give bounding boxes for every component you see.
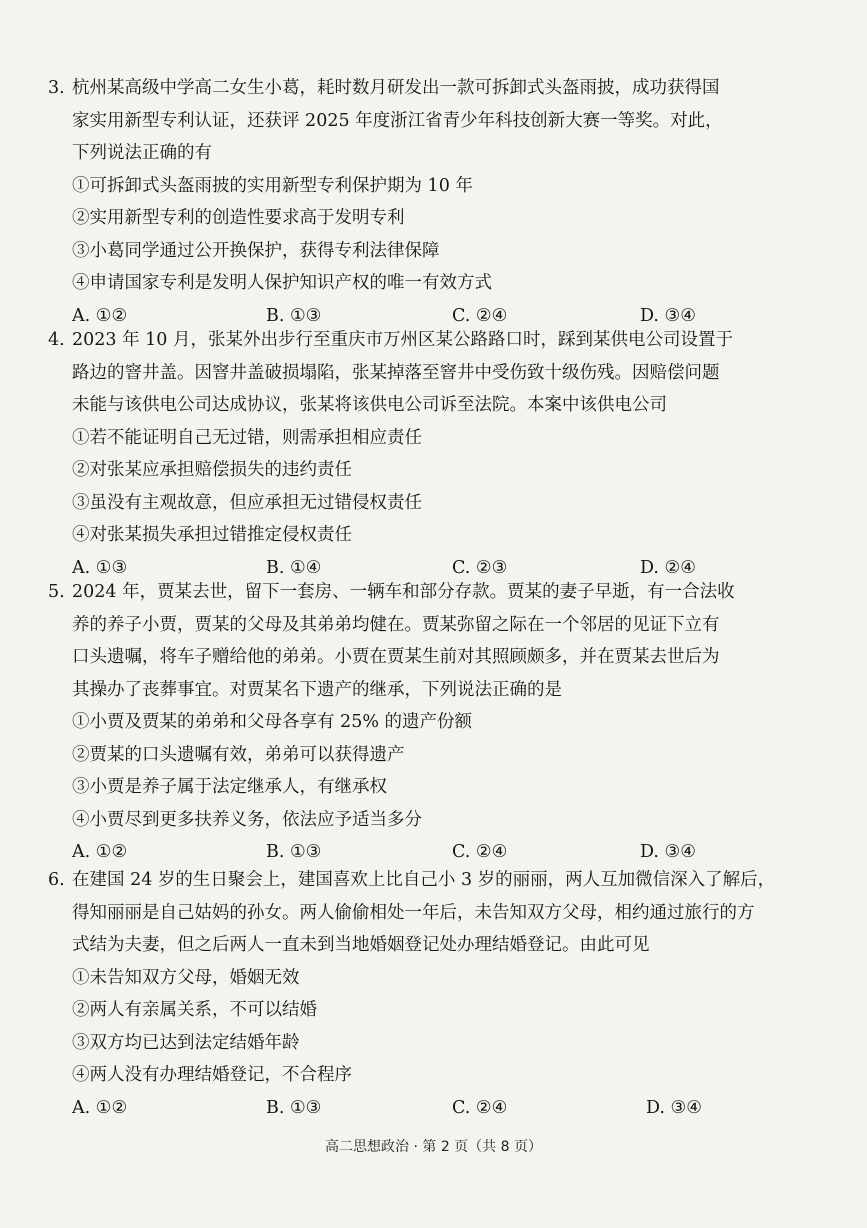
question-stem-line: 口头遗嘱，将车子赠给他的弟弟。小贾在贾某生前对其照顾颇多，并在贾某去世后为 bbox=[72, 647, 720, 667]
option-b[interactable]: B. ①④ bbox=[266, 557, 322, 578]
question-stem-line: 家实用新型专利认证，还获评 2025 年度浙江省青少年科技创新大赛一等奖。对此， bbox=[72, 110, 723, 131]
statement-3: ③小葛同学通过公开换保护，获得专利法律保障 bbox=[72, 240, 440, 261]
option-c[interactable]: C. ②④ bbox=[452, 842, 508, 862]
question-stem-line: 其操办了丧葬事宜。对贾某名下遗产的继承，下列说法正确的是 bbox=[72, 679, 562, 700]
option-d[interactable]: D. ③④ bbox=[646, 1097, 702, 1118]
question-5 bbox=[48, 576, 783, 869]
question-4 bbox=[48, 324, 783, 584]
question-stem-line: 得知丽丽是自己姑妈的孙女。两人偷偷相处一年后，未告知双方父母，相约通过旅行的方 bbox=[72, 902, 755, 923]
statement-1: ①小贾及贾某的弟弟和父母各享有 25% 的遗产份额 bbox=[72, 712, 473, 732]
option-a[interactable]: A. ①② bbox=[72, 305, 128, 326]
question-stem-text: 在建国 24 岁的生日聚会上，建国喜欢上比自己小 3 岁的丽丽，两人互加微信深入了解后， bbox=[72, 870, 776, 890]
question-stem-line bbox=[48, 72, 783, 105]
option-a[interactable]: A. ①③ bbox=[72, 557, 128, 578]
statement-4: ④对张某损失承担过错推定侵权责任 bbox=[72, 525, 352, 545]
question-stem-text: 2024 年，贾某去世，留下一套房、一辆车和部分存款。贾某的妻子早逝，有一合法收 bbox=[72, 582, 735, 602]
option-b[interactable]: B. ①③ bbox=[266, 842, 322, 862]
statement-2: ②对张某应承担赔偿损失的违约责任 bbox=[72, 460, 352, 480]
option-a[interactable]: A. ①② bbox=[72, 1097, 128, 1118]
statement-2: ②贾某的口头遗嘱有效，弟弟可以获得遗产 bbox=[72, 744, 405, 765]
question-number: 6. bbox=[48, 870, 65, 890]
question-number: 3. bbox=[48, 78, 65, 98]
option-d[interactable]: D. ③④ bbox=[640, 305, 696, 326]
question-stem-line bbox=[48, 864, 783, 897]
statement-4: ④申请国家专利是发明人保护知识产权的唯一有效方式 bbox=[72, 273, 492, 293]
option-b[interactable]: B. ①③ bbox=[266, 1097, 322, 1118]
question-stem-line: 养的养子小贾，贾某的父母及其弟弟均健在。贾某弥留之际在一个邻居的见证下立有 bbox=[72, 614, 720, 635]
statement-3: ③虽没有主观故意，但应承担无过错侵权责任 bbox=[72, 492, 422, 513]
question-stem-text: 杭州某高级中学高二女生小葛，耗时数月研发出一款可拆卸式头盔雨披，成功获得国 bbox=[72, 78, 720, 98]
option-d[interactable]: D. ②④ bbox=[640, 557, 696, 578]
option-b[interactable]: B. ①③ bbox=[266, 305, 322, 326]
option-a[interactable]: A. ①② bbox=[72, 842, 128, 862]
question-stem-line: 式结为夫妻，但之后两人一直未到当地婚姻登记处办理结婚登记。由此可见 bbox=[72, 935, 650, 955]
question-stem-line bbox=[48, 576, 783, 609]
question-stem-text: 2023 年 10 月，张某外出步行至重庆市万州区某公路路口时，踩到某供电公司设置于 bbox=[72, 330, 733, 350]
question-stem-line: 路边的窨井盖。因窨井盖破损塌陷，张某掉落至窨井中受伤致十级伤残。因赔偿问题 bbox=[72, 362, 720, 383]
answer-options bbox=[48, 1092, 783, 1125]
option-c[interactable]: C. ②③ bbox=[452, 557, 508, 578]
question-6 bbox=[48, 864, 783, 1124]
question-3 bbox=[48, 72, 783, 332]
statement-2: ②两人有亲属关系，不可以结婚 bbox=[72, 1000, 317, 1020]
option-c[interactable]: C. ②④ bbox=[452, 305, 508, 326]
page-footer: 高二思想政治 · 第 2 页（共 8 页） bbox=[325, 1139, 542, 1155]
question-stem-line bbox=[48, 324, 783, 357]
question-number: 5. bbox=[48, 582, 65, 602]
statement-4: ④两人没有办理结婚登记，不合程序 bbox=[72, 1065, 352, 1085]
statement-3: ③小贾是养子属于法定继承人，有继承权 bbox=[72, 777, 387, 797]
statement-1: ①若不能证明自己无过错，则需承担相应责任 bbox=[72, 427, 422, 448]
option-d[interactable]: D. ③④ bbox=[640, 842, 696, 862]
option-c[interactable]: C. ②④ bbox=[452, 1097, 508, 1118]
question-number: 4. bbox=[48, 330, 65, 350]
question-stem-line: 下列说法正确的有 bbox=[72, 143, 212, 163]
statement-2: ②实用新型专利的创造性要求高于发明专利 bbox=[72, 208, 405, 228]
statement-1: ①未告知双方父母，婚姻无效 bbox=[72, 967, 300, 988]
statement-4: ④小贾尽到更多扶养义务，依法应予适当多分 bbox=[72, 809, 422, 830]
statement-1: ①可拆卸式头盔雨披的实用新型专利保护期为 10 年 bbox=[72, 175, 473, 196]
question-stem-line: 未能与该供电公司达成协议，张某将该供电公司诉至法院。本案中该供电公司 bbox=[72, 395, 667, 415]
statement-3: ③双方均已达到法定结婚年龄 bbox=[72, 1032, 300, 1053]
